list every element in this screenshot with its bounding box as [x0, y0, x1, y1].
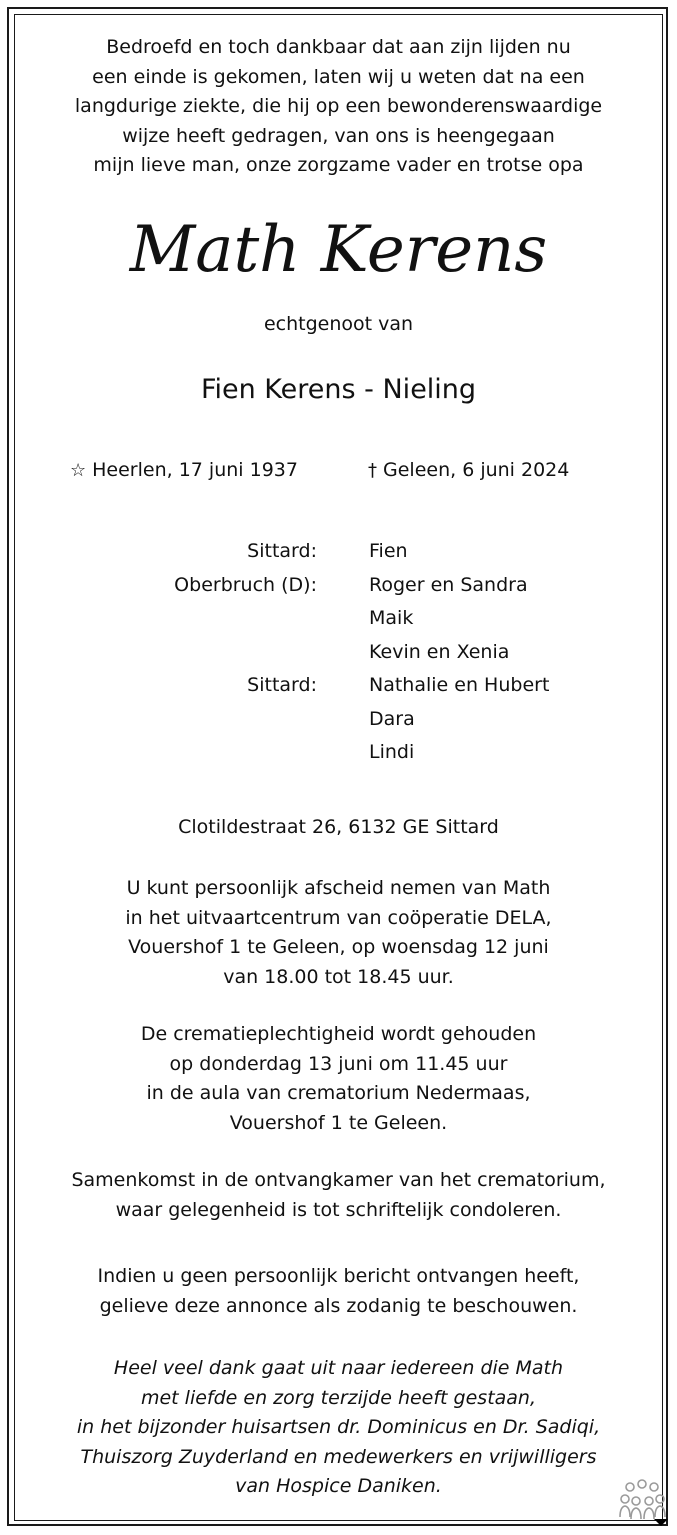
notice-info [0, 1262, 677, 1321]
intro-line: wijze heeft gedragen, van ons is heengegaan [122, 124, 555, 147]
home-address: Clotildestraat 26, 6132 GE Sittard [178, 816, 499, 838]
family-place: Oberbruch (D): [174, 573, 317, 596]
dates-row [0, 459, 677, 489]
family-place: Sittard: [247, 540, 317, 562]
death-info [368, 459, 569, 481]
visit-line: Vouershof 1 te Geleen, op woensdag 12 juni [128, 936, 549, 958]
visitation-info [0, 874, 677, 992]
family-names: Dara [369, 707, 415, 730]
thanks-line: Thuiszorg Zuyderland en medewerkers en vrijwilligers [80, 1445, 597, 1468]
gathering-info [0, 1166, 677, 1225]
family-names: Fien [369, 540, 408, 562]
gathering-line: Samenkomst in de ontvangkamer van het crematorium, [71, 1169, 606, 1191]
family-place: Sittard: [247, 674, 317, 696]
family-row [0, 669, 677, 703]
spouse-label: echtgenoot van [263, 313, 414, 335]
people-group-icon [616, 1479, 672, 1527]
ceremony-line: De crematieplechtigheid wordt gehouden [140, 1023, 537, 1045]
notice-line: Indien u geen persoonlijk bericht ontvangen heeft, [97, 1265, 580, 1287]
spouse-name: Fien Kerens - Nieling [200, 374, 477, 405]
family-names: Roger en Sandra [369, 573, 528, 596]
family-names: Lindi [369, 741, 415, 763]
intro-text [0, 33, 677, 181]
visit-line: U kunt persoonlijk afscheid nemen van Math [126, 877, 551, 899]
family-row [0, 569, 677, 603]
family-names: Nathalie en Hubert [369, 674, 550, 696]
thanks-line: van Hospice Daniken. [235, 1475, 442, 1497]
intro-line: langdurige ziekte, die hij op een bewonderenswaardige [74, 95, 603, 117]
intro-line: een einde is gekomen, laten wij u weten dat na een [92, 65, 585, 88]
family-row [0, 535, 677, 569]
family-row [0, 703, 677, 737]
notice-line: gelieve deze annonce als zodanig te beschouwen. [99, 1294, 578, 1317]
family-names: Kevin en Xenia [369, 640, 510, 663]
birth-info [70, 459, 298, 481]
family-row [0, 736, 677, 770]
ceremony-line: in de aula van crematorium Nedermaas, [146, 1082, 531, 1104]
family-list [0, 535, 677, 770]
thanks-text [0, 1354, 677, 1502]
gathering-line: waar gelegenheid is tot schriftelijk condoleren. [115, 1198, 562, 1221]
star-icon: ☆ [70, 460, 87, 481]
intro-line: mijn lieve man, onze zorgzame vader en trotse opa [93, 154, 584, 176]
intro-line: Bedroefd en toch dankbaar dat aan zijn lijden nu [106, 36, 571, 58]
thanks-line: met liefde en zorg terzijde heeft gestaan, [140, 1386, 537, 1409]
ceremony-info [0, 1020, 677, 1138]
death-text: Geleen, 6 juni 2024 [383, 459, 570, 481]
ceremony-line: op donderdag 13 juni om 11.45 uur [169, 1052, 508, 1075]
visit-line: van 18.00 tot 18.45 uur. [223, 965, 454, 988]
cross-icon: † [368, 460, 377, 481]
thanks-line: in het bijzonder huisartsen dr. Dominicus en Dr. Sadiqi, [76, 1416, 601, 1438]
visit-line: in het uitvaartcentrum van coöperatie DELA, [125, 906, 552, 929]
family-names: Maik [369, 607, 414, 629]
family-row [0, 636, 677, 670]
thanks-line: Heel veel dank gaat uit naar iedereen die Math [113, 1357, 564, 1379]
family-row [0, 602, 677, 636]
birth-text: Heerlen, 17 juni 1937 [92, 459, 298, 481]
ceremony-line: Vouershof 1 te Geleen. [229, 1111, 448, 1134]
deceased-name: Math Kerens [129, 213, 548, 287]
